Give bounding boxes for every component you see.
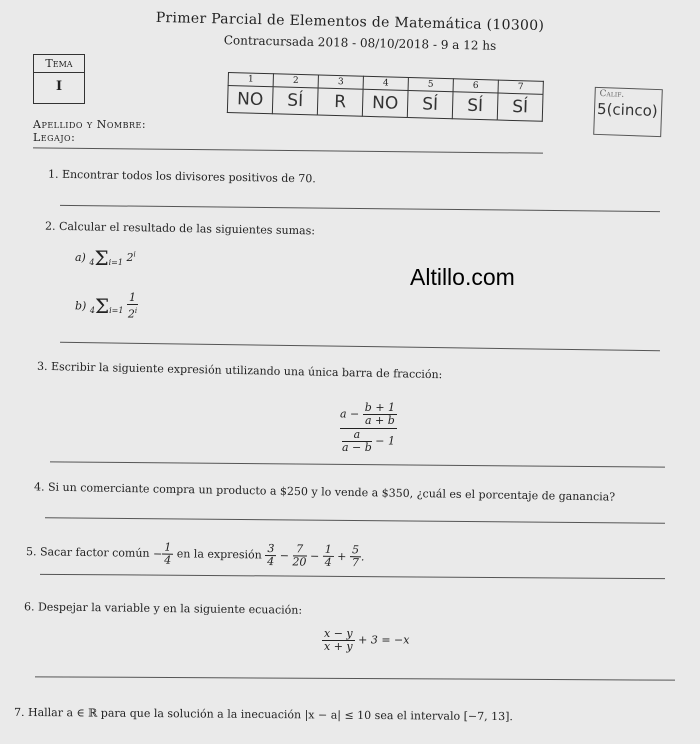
grading-grid [227,72,544,122]
name-label: Apellido y Nombre: [33,118,147,131]
sum-b: b) 4Σi=1 $\frac{1}{2^i}$ [75,291,138,321]
divider [45,517,665,523]
question-1: 1. Encontrar todos los divisores positivos de 70. [47,167,316,186]
grid-number: 4 [363,76,408,90]
sigma-symbol: 4Σi=1 [89,294,124,319]
exam-subtitle: Contracursada 2018 - 08/10/2018 - 9 a 12 hs [223,33,497,53]
question-5-mid: en la expresión [176,547,262,562]
grade-box [593,87,663,137]
tema-box [33,54,85,104]
grade-label: Calif. [599,89,625,100]
divider [60,342,660,351]
divider [33,147,543,153]
divider [50,461,665,467]
grade-value: 5(cinco) [596,99,658,121]
question-5: 5. Sacar factor común − $\frac{1}{4}$ en la expresión $\frac{3}{4}$ − $\frac{7}{20}$ − $\frac{1}{4}$ + $\frac{5}{7}$ . [25,540,365,570]
student-labels [33,118,146,144]
grid-number: 5 [408,78,453,92]
compound-fraction: a − $\frac{b + 1}{a + b}$ $\frac{a}{a - b}$ − 1 [340,401,396,454]
grid-answer: SÍ [452,92,498,120]
question-7: 7. Hallar a ∈ ℝ para que la solución a la inecuación |x − a| ≤ 10 sea el intervalo [−7, 13]. [13,705,513,724]
sigma-symbol: 4Σi=1 [89,246,123,270]
question-6: 6. Despejar la variable y en la siguiente ecuación: [23,600,303,617]
sum-a-label: a) [75,251,86,264]
grid-answer: SÍ [407,91,453,119]
tema-label: Tema [34,55,84,73]
watermark: Altillo.com [410,264,515,290]
grid-answer: SÍ [497,93,543,121]
divider [40,574,665,579]
divider [35,676,675,680]
grid-answer: R [317,88,363,116]
question-2: 2. Calcular el resultado de las siguientes sumas: [44,219,316,238]
exam-title: Primer Parcial de Elementos de Matemática (10300) [155,9,545,35]
grid-answer: NO [227,86,273,114]
tema-value: I [55,79,63,94]
sum-a: a) 4Σi=1 2$^i$ [75,246,136,270]
grid-number: 3 [318,75,363,89]
grid-answer: NO [362,89,408,117]
grid-number: 7 [498,80,543,94]
grid-number: 1 [228,73,273,87]
grid-number: 2 [273,74,318,88]
question-4: 4. Si un comerciante compra un producto a $250 y lo vende a $350, ¿cuál es el porcentaje de ganancia? [33,480,616,504]
divider [60,205,660,212]
sum-b-label: b) [75,299,87,313]
question-3: 3. Escribir la siguiente expresión utilizando una única barra de fracción: [36,359,443,382]
equation-6: $\frac{x - y}{x + y}$ + 3 = −x [324,627,410,653]
grid-number: 6 [453,79,498,93]
question-5-pre: 5. Sacar factor común [25,545,150,560]
legajo-label: Legajo: [33,131,76,144]
grid-answer: SÍ [272,87,318,115]
